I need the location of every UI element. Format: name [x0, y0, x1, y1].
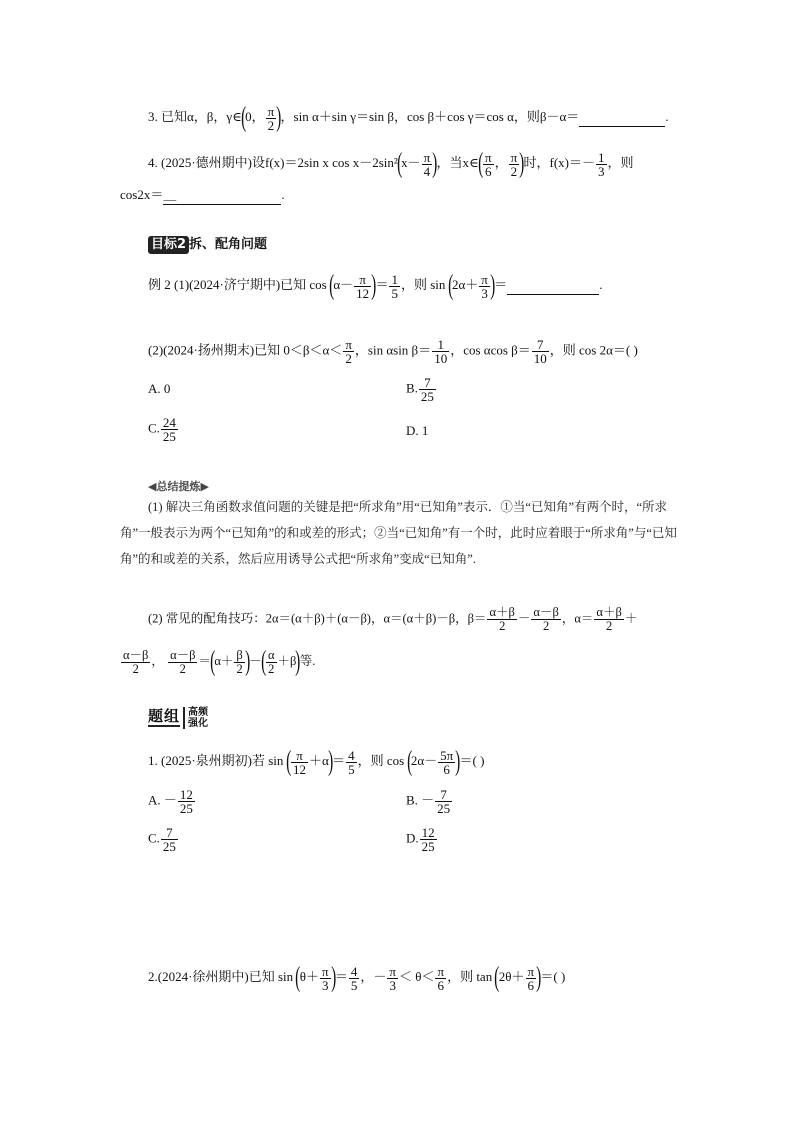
- g1-mid: ，则 cos: [357, 752, 405, 768]
- q3-zero: 0，: [245, 108, 265, 124]
- q3-lparen: (: [240, 102, 247, 133]
- g2-frac3-den: 3: [389, 977, 396, 993]
- summary-lparen2: (: [260, 646, 266, 677]
- ex2-p2-frac3-num: 7: [532, 338, 549, 352]
- q4-frac4-den: 3: [598, 163, 605, 179]
- g2-inner2: 2θ＋: [498, 968, 525, 984]
- q4-lparen1: (: [396, 148, 403, 179]
- ex2-p1-inner: α－: [333, 276, 354, 292]
- ex2-p1-frac1-den: 12: [356, 285, 370, 301]
- g1-rparen1: ): [327, 746, 334, 777]
- summary-frac-1: [487, 606, 516, 633]
- g1-eq: ＝: [332, 752, 346, 768]
- ex2-option-c-label: C.: [148, 420, 160, 436]
- ex2-p1-rparen1: ): [371, 270, 377, 301]
- q4-frac3-den: 2: [510, 163, 518, 179]
- g2-end: ＝( ): [540, 968, 566, 984]
- question-4-line2: [120, 186, 285, 205]
- summary-lparen1: (: [210, 646, 216, 677]
- q4-frac1-den: 4: [423, 163, 431, 179]
- g2-frac-1: [320, 965, 331, 992]
- g1-option-b-den: 25: [437, 801, 451, 816]
- group-sub1: 高频: [188, 706, 209, 718]
- target-2-heading: [148, 236, 267, 254]
- summary-paragraph-1: [120, 494, 680, 572]
- q4-end: .: [281, 187, 285, 202]
- group-sub-label: [183, 707, 208, 729]
- ex2-p1-mid: ，则 sin: [400, 276, 446, 292]
- summary-eq: ＝: [198, 653, 211, 668]
- g1-frac2-den: 5: [348, 761, 355, 777]
- summary-f2-den: 2: [543, 619, 550, 633]
- q3-end: .: [665, 108, 669, 124]
- summary-f1-den: 2: [499, 619, 506, 633]
- ex2-option-b-frac: [419, 376, 436, 403]
- summary-frac-7: [266, 649, 277, 676]
- ex2-option-a-text: A. 0: [148, 381, 171, 396]
- summary-f3-num: α＋β: [596, 605, 622, 619]
- ex2-option-c[interactable]: [148, 416, 179, 443]
- q3-rparen: ): [276, 102, 282, 133]
- g1-frac3-num: 5π: [440, 747, 454, 763]
- ex2-p2-frac2-den: 10: [434, 351, 448, 366]
- summary-title: ◀总结提炼▶: [148, 480, 209, 493]
- group-sub2: 强化: [188, 717, 209, 729]
- ex2-option-d-text: D. 1: [406, 423, 429, 438]
- g2-frac1-num: π: [321, 963, 329, 979]
- ex2-option-b-label: B.: [406, 380, 418, 396]
- ex2-p1-eq: ＝: [375, 276, 389, 292]
- g2-lt: ＜ θ＜: [399, 968, 435, 984]
- ex2-p2-frac-2: [432, 338, 449, 365]
- g1-option-d[interactable]: [406, 826, 438, 853]
- summary-f3-den: 2: [605, 619, 613, 633]
- summary-plus: ＋: [624, 611, 638, 626]
- summary-f2-num: α－β: [533, 605, 559, 619]
- group-question-2: [148, 964, 565, 992]
- q4-prefix: 4. (2025·德州期中)设f(x)＝2sin x cos x－2sin²: [148, 154, 398, 170]
- ex2-p2-end: ，则 cos 2α＝( ): [549, 342, 638, 358]
- g2-frac2-num: 4: [350, 963, 358, 979]
- summary-in1: α＋: [214, 653, 234, 668]
- ex2-p2-frac1-den: 2: [345, 351, 352, 366]
- ex2-p2-frac3-den: 10: [533, 351, 547, 366]
- summary-frac-6: [234, 649, 244, 676]
- q4-inner: x－: [401, 154, 421, 170]
- summary-f5-den: 2: [179, 661, 186, 676]
- ex2-p1-lparen2: (: [447, 270, 453, 301]
- q4-lparen2: (: [477, 148, 483, 179]
- g1-frac-1: [291, 749, 308, 776]
- g1-option-b[interactable]: [406, 788, 453, 815]
- summary-p1-text: (1) 解决三角函数求值问题的关键是把“所求角”用“已知角”表示．①当“已知角”有两个时，“所求角”一般表示为两个“已知角”的和或差的形式；②当“已知角”有一个时，此时应着眼于“所求角”与“已知角”的和或差的关系，然后应用诱导公式把“所求角”变成“已知角”.: [120, 500, 677, 566]
- q4-frac2-num: π: [485, 149, 492, 165]
- ex2-p1-frac1-num: π: [354, 273, 371, 287]
- ex2-p1-inner2: 2α＋: [451, 276, 479, 292]
- ex2-option-b-num: 7: [419, 376, 436, 390]
- g1-option-b-label: B. －: [406, 792, 435, 808]
- ex2-p1-frac2-den: 5: [391, 285, 398, 301]
- g2-frac-2: [349, 965, 360, 992]
- g1-option-c-frac: [161, 826, 178, 853]
- q4-comma: ，: [494, 154, 508, 170]
- summary-minus: －: [517, 611, 531, 626]
- ex2-p2-mid2: ，cos αcos β＝: [450, 342, 531, 358]
- q3-prefix: 3. 已知α，β，γ∈: [148, 108, 242, 124]
- g1-frac-2: [346, 749, 357, 776]
- q4-tail: ，则: [607, 154, 634, 170]
- g2-frac2-den: 5: [350, 977, 358, 993]
- summary-f5-num: α－β: [170, 647, 196, 662]
- g1-option-a-label: A. －: [148, 792, 177, 808]
- g2-prefix: 2.(2024·徐州期中)已知 sin: [148, 968, 294, 984]
- g1-option-a-frac: [178, 788, 195, 815]
- g2-eq: ＝: [334, 968, 348, 984]
- q4-mid: ，当x∈: [436, 154, 479, 170]
- ex2-p2-prefix: (2)(2024·扬州期末)已知 0＜β＜α＜: [148, 342, 343, 358]
- ex2-p1-frac2-num: 1: [391, 271, 398, 287]
- summary-f1-num: α＋β: [489, 605, 515, 619]
- ex2-p1-answer-blank[interactable]: [507, 276, 599, 295]
- g2-frac-3: [387, 965, 398, 992]
- ex2-option-a[interactable]: [148, 380, 170, 398]
- summary-f4-num: α－β: [123, 647, 149, 662]
- g2-lparen2: (: [494, 962, 500, 993]
- g1-option-a-den: 25: [179, 801, 193, 816]
- g1-prefix: 1. (2025·泉州期初)若 sin: [148, 752, 284, 768]
- g1-option-b-frac: [435, 788, 452, 815]
- summary-frac-5: [168, 649, 197, 676]
- g2-mid2: ，则 tan: [447, 968, 493, 984]
- g1-option-d-frac: [420, 826, 437, 853]
- q4-frac4-num: 1: [598, 149, 605, 165]
- ex2-p1-prefix: 例 2 (1)(2024·济宁期中)已知 cos: [148, 276, 327, 292]
- q4-rparen2: ): [519, 148, 525, 179]
- g2-frac3-num: π: [389, 963, 396, 979]
- question-3: [148, 104, 669, 132]
- ex2-option-c-frac: [161, 416, 178, 443]
- ex2-p1-frac-3: [479, 273, 490, 300]
- summary-p2-mid: ，α＝: [561, 611, 594, 626]
- q4-answer-blank[interactable]: [163, 186, 281, 205]
- ex2-p1-frac-2: [389, 273, 400, 300]
- ex2-option-d[interactable]: [406, 422, 428, 440]
- g1-option-d-label: D.: [406, 830, 419, 846]
- summary-minus2: －: [249, 653, 262, 668]
- q4-frac-3: [509, 151, 520, 178]
- summary-f6-num: β: [236, 647, 243, 662]
- q4-frac3-num: π: [510, 149, 518, 165]
- g1-option-d-den: 25: [421, 839, 435, 854]
- g1-lparen1: (: [285, 746, 291, 777]
- target-2-tag: 目标2: [148, 236, 189, 254]
- g2-frac1-den: 3: [322, 977, 329, 993]
- g1-rparen2: ): [455, 746, 461, 777]
- q3-frac-num: π: [267, 103, 275, 119]
- summary-rparen2: ): [295, 646, 301, 677]
- q4-mid2: 时，f(x)＝－: [523, 154, 595, 170]
- summary-p2-prefix: (2) 常见的配角技巧：2α＝(α＋β)＋(α－β)，α＝(α＋β)－β，β＝: [148, 611, 487, 626]
- question-group-tag: [148, 705, 208, 729]
- g2-frac-4: [435, 965, 446, 992]
- g1-option-d-num: 12: [421, 825, 435, 840]
- ex2-p2-mid1: ，sin αsin β＝: [354, 342, 432, 358]
- g1-frac1-num: π: [291, 749, 308, 763]
- ex2-p1-rparen2: ): [489, 270, 496, 301]
- g1-inner2: 2α－: [410, 752, 438, 768]
- g2-frac4-den: 6: [437, 977, 445, 993]
- g1-frac1-den: 12: [293, 761, 306, 777]
- g1-frac-3: [438, 749, 455, 776]
- g1-option-c-label: C.: [148, 830, 160, 846]
- summary-end: 等.: [299, 653, 316, 668]
- ex2-p1-end: ＝: [494, 276, 508, 292]
- g1-option-a[interactable]: [148, 788, 196, 815]
- q4-frac-1: [422, 151, 433, 178]
- g2-lparen1: (: [295, 962, 301, 993]
- ex2-p1-frac3-den: 3: [481, 285, 488, 301]
- example-2-part-2: [148, 338, 638, 365]
- g1-option-c-den: 25: [162, 839, 176, 854]
- q4-line2: cos2x＝: [120, 187, 164, 202]
- g1-frac3-den: 6: [443, 761, 450, 777]
- g1-option-c-num: 7: [161, 826, 178, 840]
- summary-rparen1: ): [244, 646, 250, 677]
- g2-rparen1: ): [330, 962, 336, 993]
- summary-paragraph-2: [148, 606, 637, 633]
- summary-frac-3: [594, 606, 623, 633]
- ex2-option-b[interactable]: [406, 376, 437, 403]
- example-2-part-1: [148, 272, 602, 300]
- q4-blank-mark: ＿: [163, 187, 177, 202]
- ex2-p2-frac-1: [343, 338, 354, 365]
- summary-f6-den: 2: [236, 661, 243, 676]
- g1-option-c[interactable]: [148, 826, 179, 853]
- summary-f7-den: 2: [268, 661, 275, 676]
- g1-lparen2: (: [406, 746, 412, 777]
- ex2-p1-dot: .: [599, 276, 603, 292]
- q3-fraction: [266, 105, 277, 132]
- summary-paragraph-2-line2: [120, 648, 315, 676]
- g2-frac4-num: π: [437, 963, 445, 979]
- g1-option-b-num: 7: [435, 788, 452, 802]
- target-2-title: 拆、配角问题: [189, 237, 268, 252]
- q4-frac-4: [596, 151, 607, 178]
- g1-end: ＝( ): [459, 752, 485, 768]
- ex2-option-b-den: 25: [420, 389, 434, 404]
- q3-answer-blank[interactable]: [579, 108, 665, 127]
- g1-inner: ＋α: [309, 752, 329, 768]
- g2-frac5-num: π: [527, 963, 535, 979]
- summary-in2: ＋β: [277, 653, 297, 668]
- ex2-option-c-den: 25: [162, 429, 176, 444]
- q3-body: ，sin α＋sin γ＝sin β，cos β＋cos γ＝cos α，则β－α＝: [280, 108, 580, 124]
- question-4: [148, 150, 634, 178]
- group-question-1: [148, 748, 484, 776]
- ex2-p1-frac3-num: π: [481, 271, 488, 287]
- g1-option-a-num: 12: [179, 787, 193, 802]
- q4-rparen1: ): [432, 148, 438, 179]
- g2-mid: ，－: [360, 968, 387, 984]
- summary-frac-4: [121, 649, 150, 676]
- group-main-label: 题组: [148, 707, 181, 725]
- q3-frac-den: 2: [267, 117, 275, 133]
- summary-f4-den: 2: [132, 661, 139, 676]
- summary-frac-2: [531, 606, 560, 633]
- q4-frac2-den: 6: [485, 163, 492, 179]
- g2-frac-5: [526, 965, 537, 992]
- summary-f7-num: α: [267, 647, 275, 662]
- q4-frac1-num: π: [423, 149, 431, 165]
- ex2-p1-lparen1: (: [329, 270, 335, 301]
- g1-frac2-num: 4: [348, 747, 355, 763]
- q4-frac-2: [483, 151, 494, 178]
- g2-inner: θ＋: [299, 968, 319, 984]
- ex2-option-c-num: 24: [162, 415, 176, 430]
- ex2-p2-frac-3: [532, 338, 549, 365]
- ex2-p2-frac1-num: π: [345, 337, 352, 352]
- ex2-p1-frac-1: [354, 273, 371, 300]
- summary-comma: ，: [151, 653, 164, 668]
- ex2-p2-frac2-num: 1: [432, 338, 449, 352]
- g2-rparen2: ): [536, 962, 542, 993]
- g2-frac5-den: 6: [527, 977, 535, 993]
